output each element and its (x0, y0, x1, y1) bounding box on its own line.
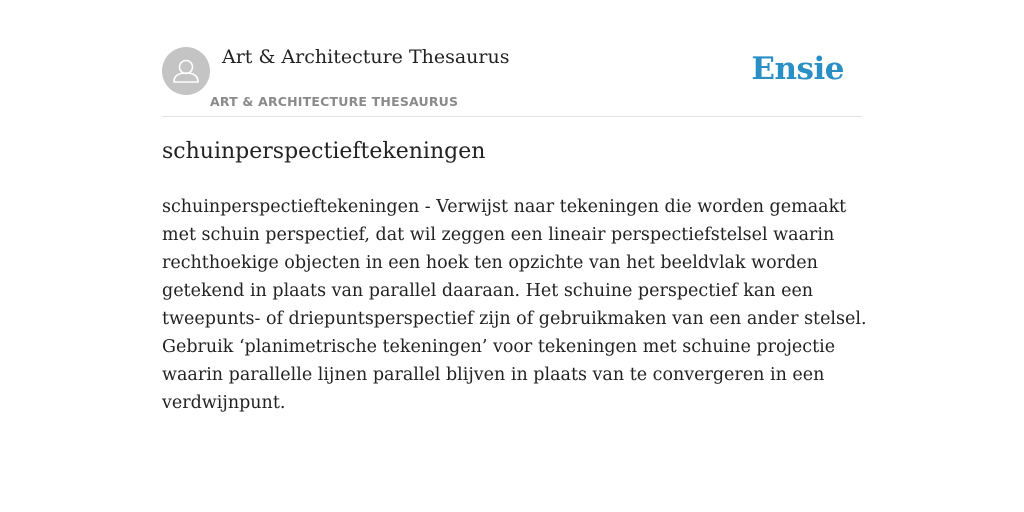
avatar[interactable] (162, 47, 210, 95)
brand-logo[interactable]: Ensie (751, 51, 844, 87)
definition-text: schuinperspectieftekeningen - Verwijst naar tekeningen die worden gemaakt met schuin perspectief, dat wil zeggen een lineair perspectiefstelsel waarin rechthoekige objecten in een hoek ten opzichte van het beeldvlak worden getekend in plaats van parallel daaraan. Het schuine perspectief kan een tweepunts- of driepuntsperspectief zijn of gebruikmaken van een ander stelsel. Gebruik ‘planimetrische tekeningen’ voor tekeningen met schuine projectie waarin parallelle lijnen parallel blijven in plaats van te convergeren in een verdwijnpunt. (162, 197, 867, 413)
term-title: schuinperspectieftekeningen (162, 139, 486, 164)
source-subtitle[interactable]: ART & ARCHITECTURE THESAURUS (210, 94, 459, 109)
user-outline-icon (162, 47, 210, 95)
source-title[interactable]: Art & Architecture Thesaurus (222, 46, 510, 68)
entry-header (162, 40, 862, 117)
